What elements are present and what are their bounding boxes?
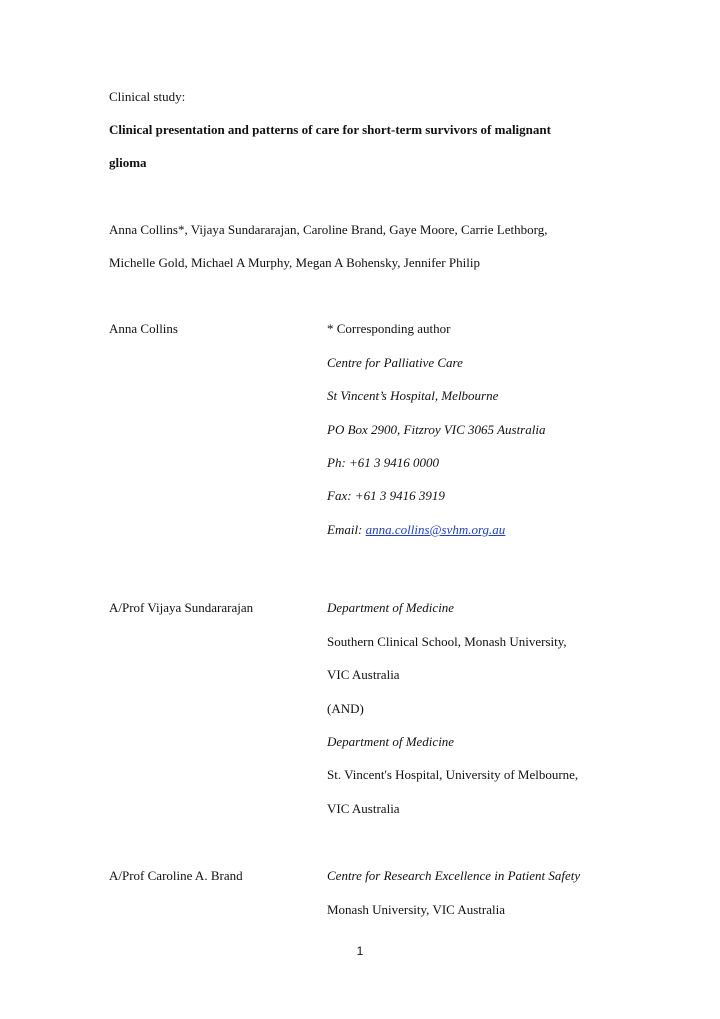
author-list-line-1: Anna Collins*, Vijaya Sundararajan, Caroline Brand, Gaye Moore, Carrie Lethborg, — [109, 222, 548, 237]
study-type-label: Clinical study: — [109, 89, 186, 104]
phone-line: Ph: +61 3 9416 0000 — [327, 455, 440, 470]
affiliation-line: Monash University, VIC Australia — [327, 902, 506, 917]
affiliation-name-brand: A/Prof Caroline A. Brand — [109, 868, 243, 883]
affiliation-line: St. Vincent's Hospital, University of Melbourne, — [327, 767, 579, 782]
affiliation-line: VIC Australia — [327, 667, 400, 682]
corresponding-author-note: * Corresponding author — [327, 321, 451, 336]
affiliation-line: VIC Australia — [327, 801, 400, 816]
paper-title-line-1: Clinical presentation and patterns of care for short-term survivors of malignant — [109, 122, 551, 137]
affiliation-line: Southern Clinical School, Monash University, — [327, 634, 567, 649]
email-label: Email: — [327, 522, 366, 537]
paper-title-line-2: glioma — [109, 155, 147, 170]
affiliation-line: Centre for Palliative Care — [327, 355, 463, 370]
affiliation-line: St Vincent’s Hospital, Melbourne — [327, 388, 499, 403]
fax-line: Fax: +61 3 9416 3919 — [327, 488, 445, 503]
affiliation-line: Centre for Research Excellence in Patient Safety — [327, 868, 581, 883]
author-list-line-2: Michelle Gold, Michael A Murphy, Megan A Bohensky, Jennifer Philip — [109, 255, 480, 270]
page-number: 1 — [356, 944, 364, 958]
affiliation-line: Department of Medicine — [327, 734, 455, 749]
affiliation-name-sundararajan: A/Prof Vijaya Sundararajan — [109, 600, 254, 615]
affiliation-line: Department of Medicine — [327, 600, 455, 615]
email-link[interactable]: anna.collins@svhm.org.au — [365, 522, 506, 537]
affiliation-name-collins: Anna Collins — [109, 321, 178, 336]
affiliation-line: PO Box 2900, Fitzroy VIC 3065 Australia — [327, 422, 546, 437]
email-line — [327, 522, 505, 538]
affiliation-line: (AND) — [327, 701, 364, 716]
